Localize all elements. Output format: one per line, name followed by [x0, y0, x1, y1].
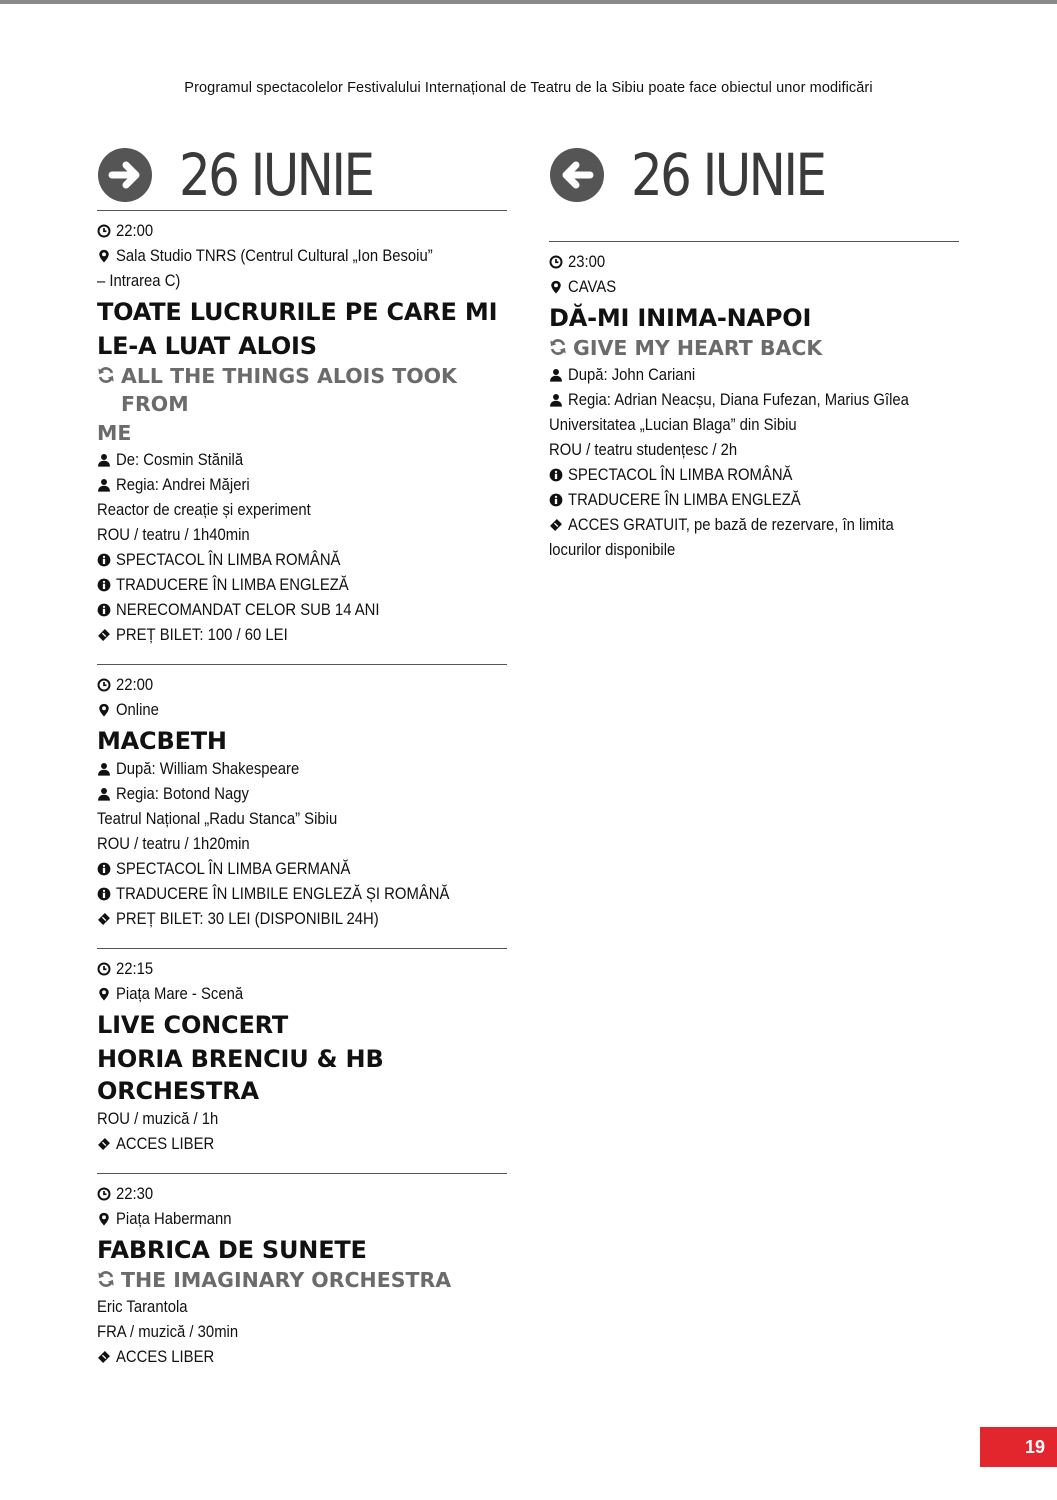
event-venue: Online [97, 698, 507, 723]
event-ticket: PREȚ BILET: 30 LEI (DISPONIBIL 24H) [97, 907, 507, 932]
day-header-next [97, 140, 507, 210]
user-icon [549, 368, 563, 382]
schedule-notice: Programul spectacolelor Festivalului Internațional de Teatru de la Sibiu poate face obiectul unor modificări [184, 80, 873, 96]
map-pin-icon [97, 1212, 111, 1226]
event-meta: ROU / teatru studențesc / 2h [549, 441, 738, 459]
ticket-icon [97, 912, 111, 926]
user-icon [97, 787, 111, 801]
ticket-icon [97, 1137, 111, 1151]
event-title: FABRICA DE SUNETE [97, 1236, 367, 1264]
clock-icon [97, 678, 111, 692]
event-english-title: THE IMAGINARY ORCHESTRA [97, 1266, 507, 1294]
event-venue: Sala Studio TNRS (Centrul Cultural „Ion Besoiu” [97, 244, 507, 269]
event-entry [97, 948, 507, 1173]
event-time: 22:00 [97, 219, 507, 244]
event-time: 22:15 [97, 957, 507, 982]
info-icon [549, 493, 563, 507]
event-title: TOATE LUCRURILE PE CARE MI [97, 298, 498, 326]
event-time: 23:00 [549, 250, 959, 275]
clock-icon [97, 1187, 111, 1201]
arrow-left-circle-icon[interactable] [549, 147, 605, 203]
event-venue-continued: – Intrarea C) [97, 272, 181, 290]
map-pin-icon [97, 249, 111, 263]
info-icon [97, 862, 111, 876]
event-company: Universitatea „Lucian Blaga” din Sibiu [549, 416, 797, 434]
clock-icon [97, 962, 111, 976]
right-column [549, 140, 959, 579]
top-border [0, 0, 1057, 4]
event-info: TRADUCERE ÎN LIMBA ENGLEZĂ [549, 488, 959, 513]
map-pin-icon [97, 987, 111, 1001]
event-title-continued: HORIA BRENCIU & HB ORCHESTRA [97, 1045, 384, 1105]
user-icon [97, 762, 111, 776]
event-info: SPECTACOL ÎN LIMBA ROMÂNĂ [97, 548, 507, 573]
event-info: SPECTACOL ÎN LIMBA ROMÂNĂ [549, 463, 959, 488]
event-time: 22:30 [97, 1182, 507, 1207]
info-icon [97, 603, 111, 617]
event-ticket: ACCES LIBER [97, 1345, 507, 1370]
event-english-title: GIVE MY HEART BACK [549, 334, 959, 362]
clock-icon [549, 255, 563, 269]
ticket-icon [549, 518, 563, 532]
refresh-icon [549, 338, 567, 356]
day-title: 26 IUNIE [631, 141, 825, 209]
event-author: După: John Cariani [549, 363, 959, 388]
info-icon [97, 887, 111, 901]
event-author: De: Cosmin Stănilă [97, 448, 507, 473]
day-header-previous [549, 140, 959, 210]
event-entry [549, 241, 959, 579]
event-info: TRADUCERE ÎN LIMBA ENGLEZĂ [97, 573, 507, 598]
map-pin-icon [549, 280, 563, 294]
info-icon [549, 468, 563, 482]
user-icon [97, 478, 111, 492]
event-english-title: ALL THE THINGS ALOIS TOOK FROM [97, 362, 507, 418]
event-title: DĂ-MI INIMA-NAPOI [549, 304, 812, 332]
event-author: După: William Shakespeare [97, 757, 507, 782]
info-icon [97, 578, 111, 592]
event-ticket: PREȚ BILET: 100 / 60 LEI [97, 623, 507, 648]
event-venue: CAVAS [549, 275, 959, 300]
refresh-icon [97, 366, 115, 384]
event-english-title-continued: ME [97, 421, 132, 445]
event-info: TRADUCERE ÎN LIMBILE ENGLEZĂ ȘI ROMÂNĂ [97, 882, 507, 907]
event-meta: ROU / muzică / 1h [97, 1110, 219, 1128]
user-icon [549, 393, 563, 407]
clock-icon [97, 224, 111, 238]
event-title-continued: LE-A LUAT ALOIS [97, 332, 317, 360]
event-venue: Piața Habermann [97, 1207, 507, 1232]
event-meta: FRA / muzică / 30min [97, 1323, 239, 1341]
arrow-right-circle-icon[interactable] [97, 147, 153, 203]
event-entry [97, 210, 507, 664]
event-info: NERECOMANDAT CELOR SUB 14 ANI [97, 598, 507, 623]
event-director: Regia: Adrian Neacșu, Diana Fufezan, Marius Gîlea [549, 388, 959, 413]
event-title: MACBETH [97, 727, 227, 755]
event-company: Teatrul Național „Radu Stanca” Sibiu [97, 810, 338, 828]
event-venue: Piața Mare - Scenă [97, 982, 507, 1007]
user-icon [97, 453, 111, 467]
event-info: SPECTACOL ÎN LIMBA GERMANĂ [97, 857, 507, 882]
map-pin-icon [97, 703, 111, 717]
event-title: LIVE CONCERT [97, 1011, 289, 1039]
event-meta: ROU / teatru / 1h40min [97, 526, 250, 544]
event-time: 22:00 [97, 673, 507, 698]
info-icon [97, 553, 111, 567]
page-number: 19 [980, 1427, 1057, 1467]
event-director: Regia: Andrei Măjeri [97, 473, 507, 498]
day-title: 26 IUNIE [179, 141, 373, 209]
event-meta: ROU / teatru / 1h20min [97, 835, 250, 853]
event-entry [97, 664, 507, 948]
event-ticket: ACCES GRATUIT, pe bază de rezervare, în limita [549, 513, 959, 538]
left-column [97, 140, 507, 1386]
event-entry [97, 1173, 507, 1386]
event-company: Eric Tarantola [97, 1298, 188, 1316]
event-ticket: ACCES LIBER [97, 1132, 507, 1157]
refresh-icon [97, 1270, 115, 1288]
ticket-icon [97, 1350, 111, 1364]
event-company: Reactor de creație și experiment [97, 501, 311, 519]
event-ticket-continued: locurilor disponibile [549, 541, 676, 559]
ticket-icon [97, 628, 111, 642]
event-director: Regia: Botond Nagy [97, 782, 507, 807]
